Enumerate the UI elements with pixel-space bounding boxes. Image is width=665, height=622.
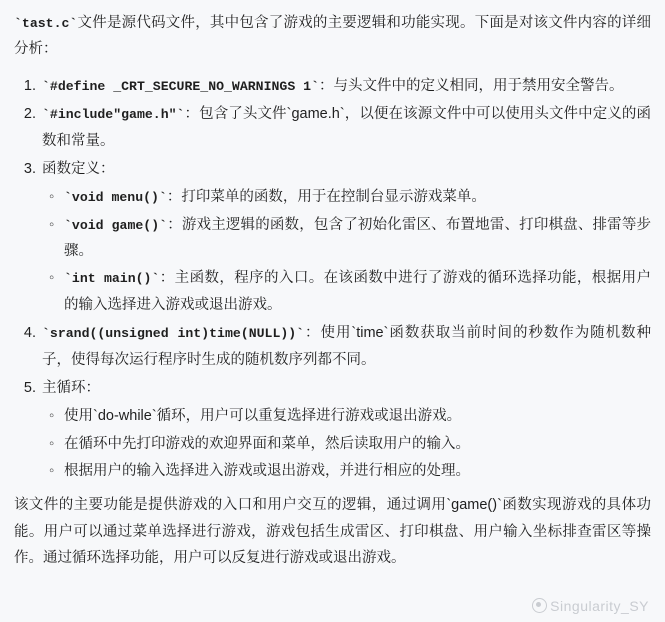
watermark-logo-icon (532, 598, 547, 613)
list-item (40, 156, 651, 318)
sub-list-item (64, 265, 651, 318)
list-item (40, 375, 651, 485)
sub-list-item (64, 458, 651, 484)
summary-paragraph: 该文件的主要功能是提供游戏的入口和用户交互的逻辑，通过调用`game()`函数实现游戏的具体功能。用户可以通过菜单选择进行游戏，游戏包括生成雷区、打印棋盘、用户输入坐标排查雷区等操作。通过循环选择功能，用户可以反复进行游戏或退出游戏。 (14, 497, 651, 567)
sub-list-item (64, 184, 651, 210)
intro-code-token: `tast.c` (14, 16, 78, 31)
item-text: ：使用`time`函数获取当前时间的秒数作为随机数种子，使得每次运行程序时生成的随机数序列都不同。 (42, 325, 651, 368)
watermark-text: Singularity_SY (550, 598, 649, 614)
sub-list-item (64, 431, 651, 457)
sub-item-text: ：打印菜单的函数，用于在控制台显示游戏菜单。 (166, 189, 486, 206)
sub-item-text: 在循环中先打印游戏的欢迎界面和菜单，然后读取用户的输入。 (64, 435, 470, 452)
list-item (40, 73, 651, 99)
list-item (40, 320, 651, 373)
sub-item-code: `void menu()` (64, 190, 167, 206)
watermark (532, 598, 649, 614)
item-text: ：与头文件中的定义相同，用于禁用安全警告。 (318, 77, 624, 94)
item-code: `srand((unsigned int)time(NULL))` (42, 326, 305, 342)
item-code: `#define _CRT_SECURE_NO_WARNINGS 1` (42, 78, 319, 94)
item-text: 函数定义： (42, 160, 115, 177)
sub-list-item (64, 403, 651, 429)
list-item (40, 101, 651, 154)
intro-text: 文件是源代码文件，其中包含了游戏的主要逻辑和功能实现。下面是对该文件内容的详细分析： (14, 15, 651, 58)
sub-item-text: 使用`do-while`循环，用户可以重复选择进行游戏或退出游戏。 (64, 408, 462, 425)
sub-item-code: `void game()` (64, 217, 168, 233)
analysis-list (14, 73, 651, 485)
intro-paragraph (14, 10, 651, 63)
sub-list (42, 403, 651, 484)
item-code: `#include"game.h"` (42, 107, 185, 123)
sub-item-text: ：游戏主逻辑的函数，包含了初始化雷区、布置地雷、打印棋盘、排雷等步骤。 (64, 216, 651, 259)
sub-item-text: 根据用户的输入选择进入游戏或退出游戏，并进行相应的处理。 (64, 463, 470, 479)
item-text: 主循环： (42, 379, 100, 396)
sub-item-text: ：主函数，程序的入口。在该函数中进行了游戏的循环选择功能，根据用户的输入选择进入游戏或退出游戏。 (64, 270, 652, 313)
item-text: ：包含了头文件`game.h`，以便在该源文件中可以使用头文件中定义的函数和常量。 (42, 106, 651, 149)
sub-list-item (64, 212, 651, 265)
sub-item-code: `int main()` (64, 271, 160, 287)
sub-list (42, 184, 651, 318)
